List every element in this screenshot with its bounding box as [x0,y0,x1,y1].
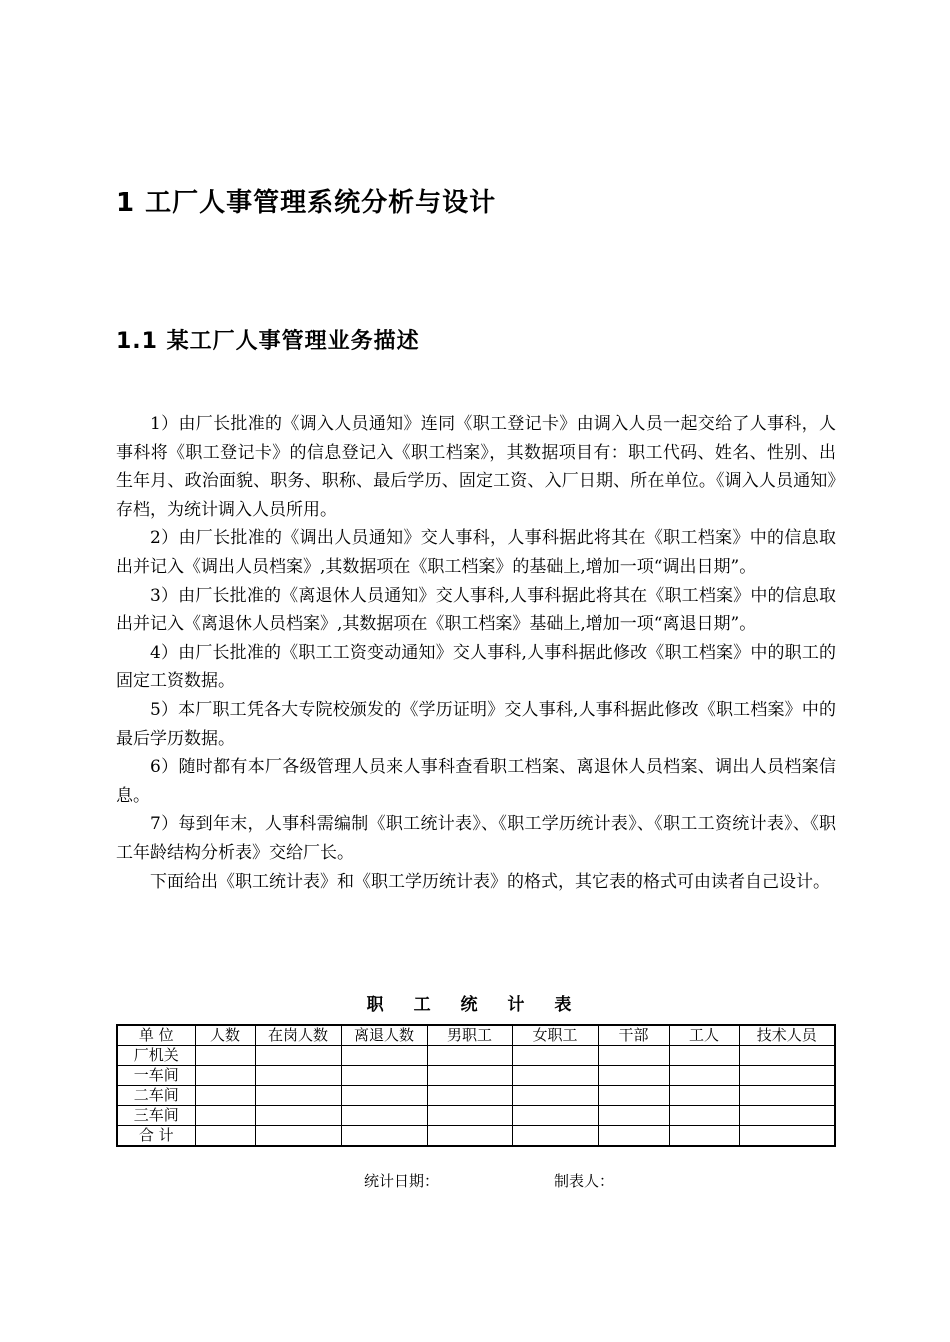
table-cell [341,1066,427,1086]
table-cell [341,1106,427,1126]
table-row [117,1086,835,1106]
body-text [116,410,836,896]
table-cell [341,1126,427,1147]
table-cell [195,1106,255,1126]
staff-statistics-table [116,1024,836,1147]
table-cell [598,1086,669,1106]
table-cell [255,1126,341,1147]
column-header: 男职工 [427,1025,512,1046]
table-row [117,1066,835,1086]
row-label: 一车间 [117,1066,195,1086]
paragraph-2: 2）由厂长批准的《调出人员通知》交人事科，人事科据此将其在《职工档案》中的信息取出并记入《调出人员档案》,其数据项在《职工档案》的基础上,增加一项“调出日期”。 [116,528,836,577]
column-header: 离退人数 [341,1025,427,1046]
paragraph-5: 5）本厂职工凭各大专院校颁发的《学历证明》交人事科,人事科据此修改《职工档案》中的最后学历数据。 [116,699,836,749]
column-header: 人数 [195,1025,255,1046]
table-title: 职 工 统 计 表 [366,995,584,1015]
table-cell [598,1046,669,1066]
paragraph-1: 1）由厂长批准的《调入人员通知》连同《职工登记卡》由调入人员一起交给了人事科，人事科将《职工登记卡》的信息登记入《职工档案》，其数据项目有：职工代码、姓名、性别、出生年月、政治面貌、职务、职称、最后学历、固定工资、入厂日期、所在单位。《调入人员通知》存档，为统计调入人员所用。 [116,414,836,520]
table-cell [427,1106,512,1126]
table-cell [512,1106,598,1126]
paragraph-4: 4）由厂长批准的《职工工资变动通知》交人事科,人事科据此修改《职工档案》中的职工的固定工资数据。 [116,642,836,692]
table-row [117,1046,835,1066]
table-cell [195,1046,255,1066]
paragraph-3: 3）由厂长批准的《离退休人员通知》交人事科,人事科据此将其在《职工档案》中的信息取出并记入《离退休人员档案》,其数据项在《职工档案》基础上,增加一项“离退日期”。 [116,585,836,635]
table-cell [598,1106,669,1126]
statistics-date-label: 统计日期： [364,1172,440,1190]
table-cell [255,1086,341,1106]
table-cell [598,1066,669,1086]
paragraph-7: 7）每到年末，人事科需编制《职工统计表》、《职工学历统计表》、《职工工资统计表》、《职工年龄结构分析表》交给厂长。 [116,814,836,863]
table-cell [739,1046,835,1066]
document-title: 1 工厂人事管理系统分析与设计 [116,188,497,218]
row-label: 二车间 [117,1086,195,1106]
table-cell [427,1066,512,1086]
table-cell [341,1046,427,1066]
table-cell [739,1106,835,1126]
table-cell [739,1126,835,1147]
table-cell [669,1126,739,1147]
table-cell [669,1106,739,1126]
table-maker-label: 制表人： [554,1172,615,1190]
section-heading: 1.1 某工厂人事管理业务描述 [116,329,420,354]
table-cell [255,1066,341,1086]
table-cell [427,1046,512,1066]
table-cell [512,1066,598,1086]
table-cell [255,1046,341,1066]
table-cell [512,1086,598,1106]
table-row [117,1106,835,1126]
table-cell [255,1106,341,1126]
column-header: 女职工 [512,1025,598,1046]
table-cell [512,1046,598,1066]
table-cell [341,1086,427,1106]
table-cell [739,1086,835,1106]
row-label: 三车间 [117,1106,195,1126]
paragraph-8: 下面给出《职工统计表》和《职工学历统计表》的格式，其它表的格式可由读者自己设计。 [150,871,830,892]
column-header: 工人 [669,1025,739,1046]
column-header: 技术人员 [739,1025,835,1046]
table-cell [669,1046,739,1066]
table-cell [512,1126,598,1147]
table-cell [427,1086,512,1106]
table-cell [669,1066,739,1086]
table-cell [598,1126,669,1147]
table-cell [195,1126,255,1147]
column-header: 单 位 [117,1025,195,1046]
table-cell [195,1086,255,1106]
column-header: 干部 [598,1025,669,1046]
table-cell [427,1126,512,1147]
table-row [117,1126,835,1147]
row-label: 合 计 [117,1126,195,1147]
table-header-row [117,1025,835,1046]
column-header: 在岗人数 [255,1025,341,1046]
table-cell [739,1066,835,1086]
table-cell [195,1066,255,1086]
paragraph-6: 6）随时都有本厂各级管理人员来人事科查看职工档案、离退休人员档案、调出人员档案信息。 [116,757,836,806]
row-label: 厂机关 [117,1046,195,1066]
table-cell [669,1086,739,1106]
